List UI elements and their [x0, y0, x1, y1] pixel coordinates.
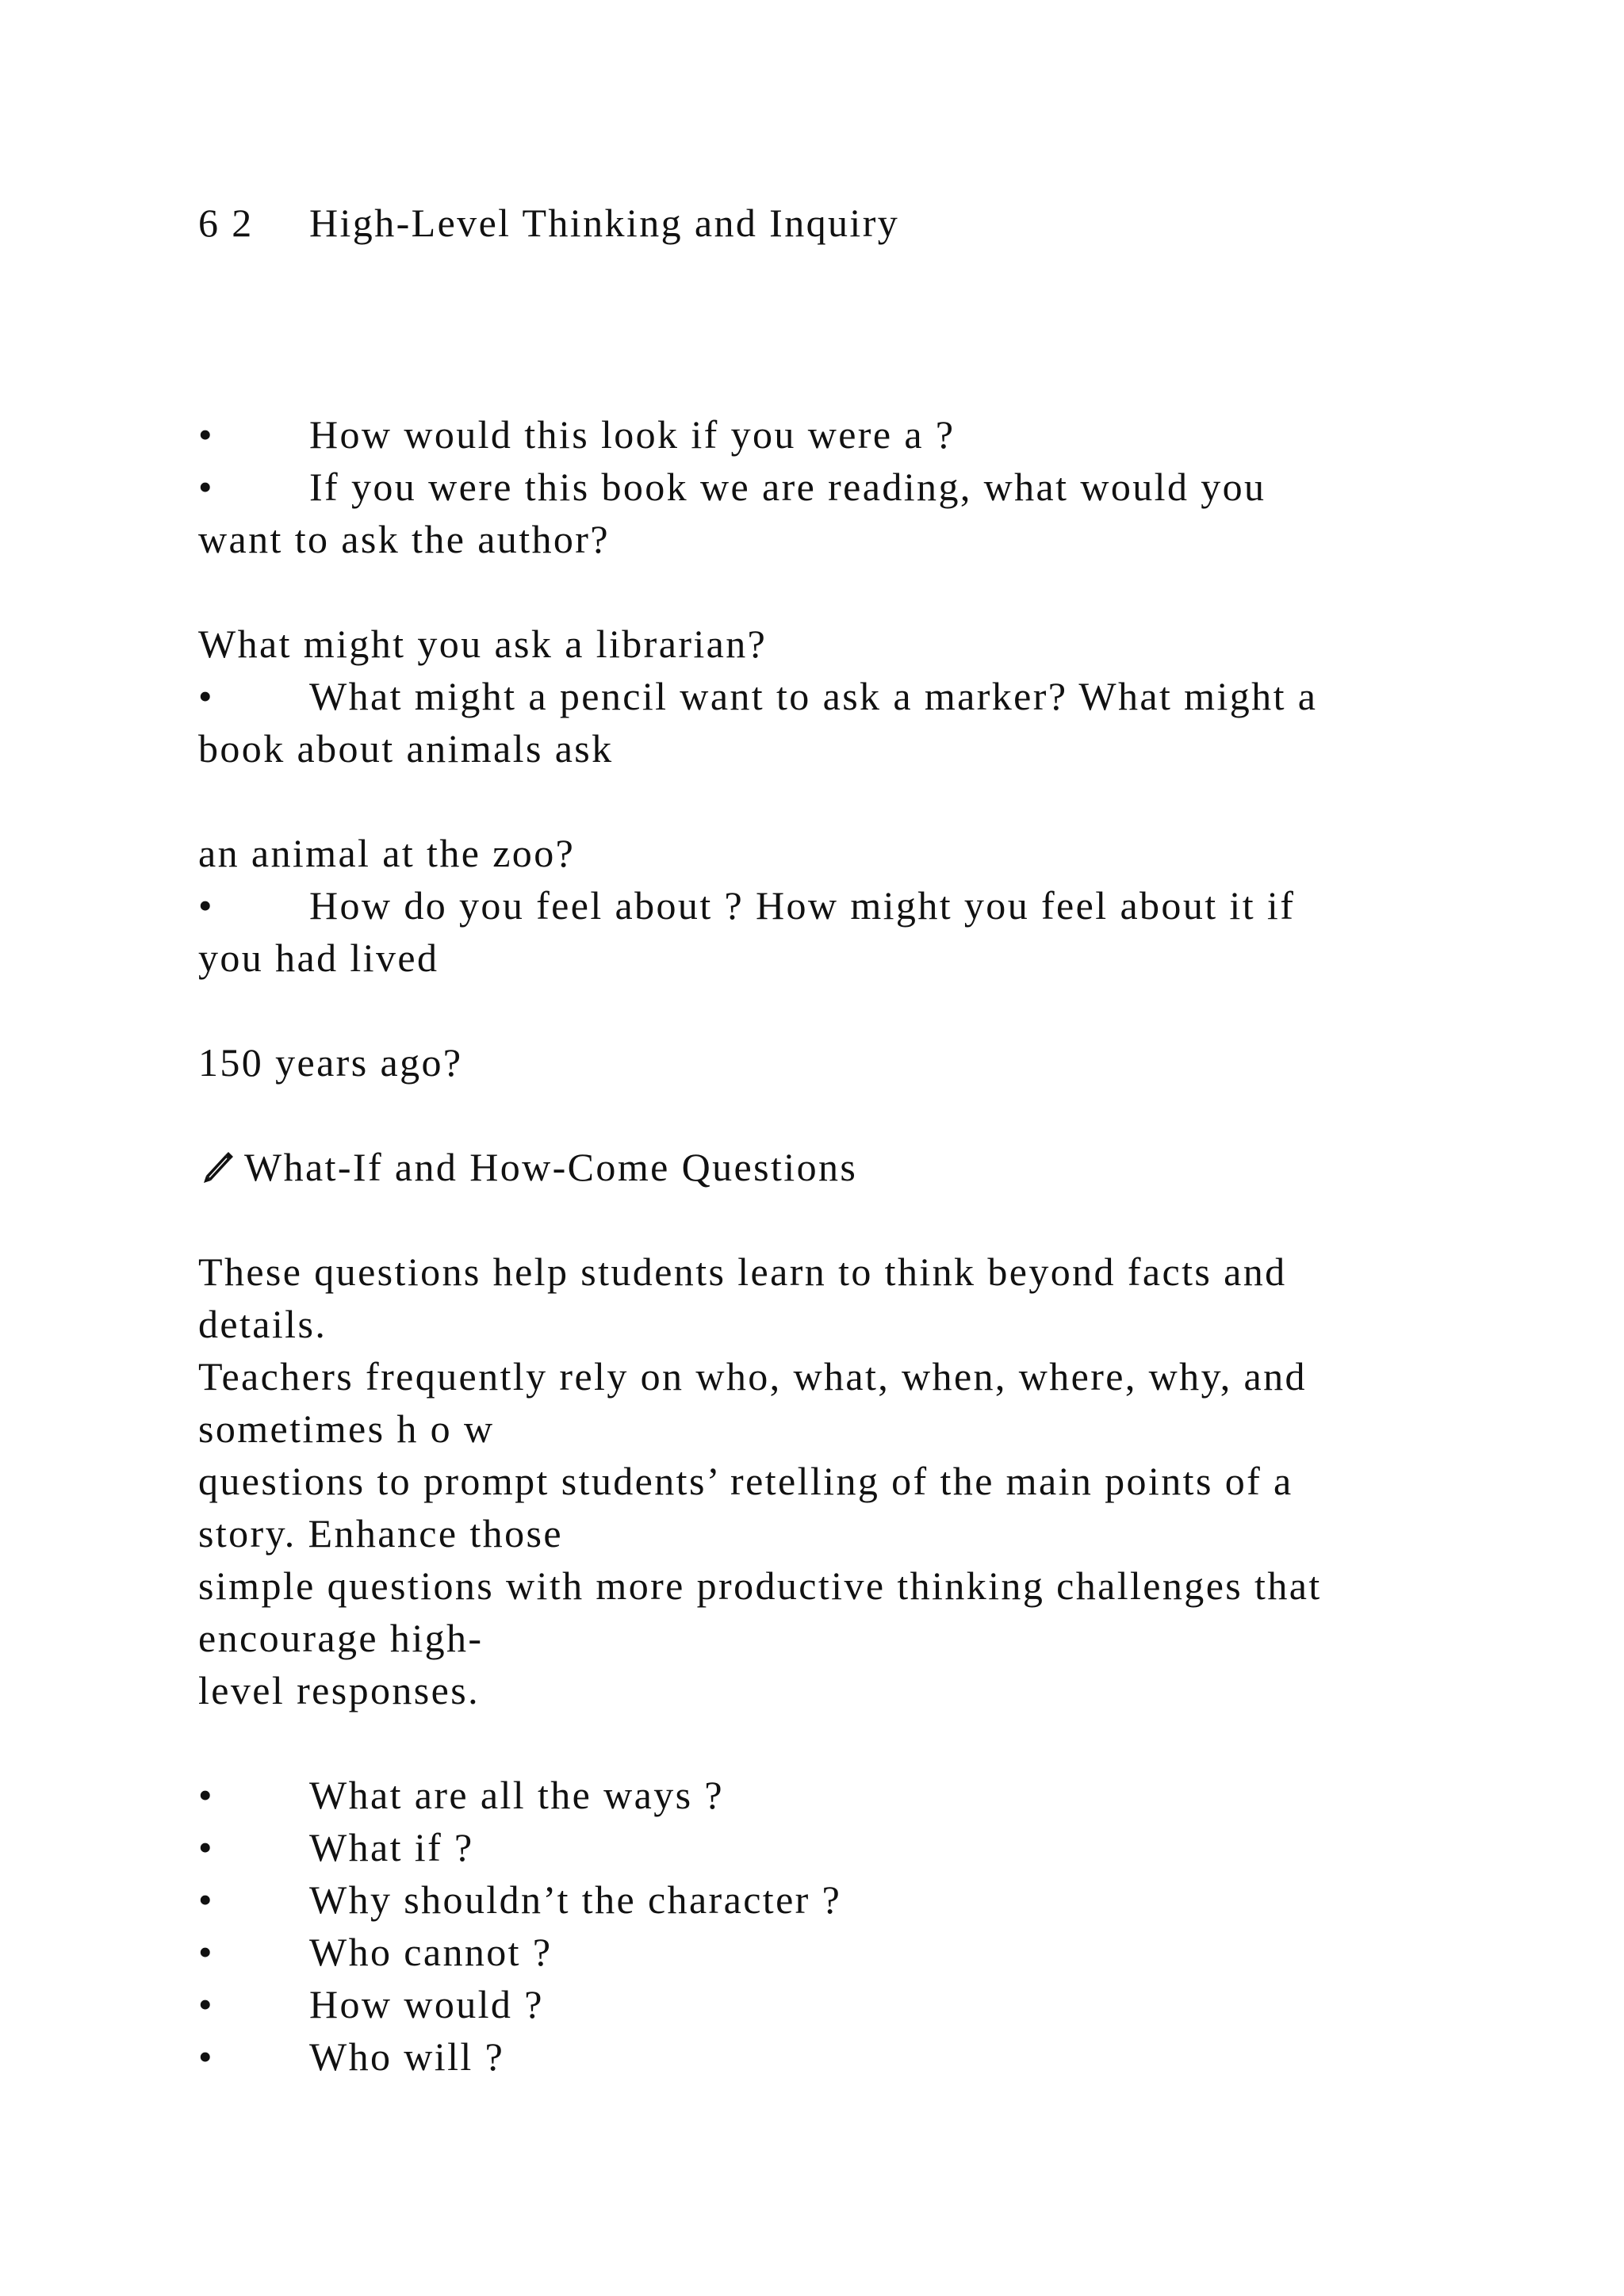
list-item-text: Who will ? [309, 2034, 505, 2079]
list-item [198, 1873, 841, 1926]
bullet: • [198, 465, 214, 509]
list-item-text: What if ? [309, 1825, 474, 1869]
text-line: 150 years ago? [198, 1040, 463, 1085]
bullet: • [198, 1773, 214, 1817]
list-item [198, 1821, 474, 1873]
bullet: • [198, 674, 214, 718]
list-item [198, 1769, 724, 1821]
list-item-text: How would this look if you were a ? [309, 412, 956, 457]
list-item [198, 1926, 552, 1978]
bullet: • [198, 1825, 214, 1869]
text-line: questions to prompt students’ retelling of the main points of a [198, 1459, 1293, 1503]
list-item-text: Who cannot ? [309, 1930, 553, 1974]
page-number: 6 2 [198, 201, 254, 245]
text-line: simple questions with more productive thinking challenges that [198, 1563, 1322, 1608]
bullet: • [198, 412, 214, 457]
list-item-text: How would ? [309, 1982, 544, 2026]
bullet: • [198, 2034, 214, 2079]
text-line: story. Enhance those [198, 1511, 563, 1556]
page-header [198, 197, 899, 249]
bullet: • [198, 1982, 214, 2026]
text-line: level responses. [198, 1668, 480, 1712]
list-item [198, 670, 1317, 722]
bullet: • [198, 883, 214, 928]
text-line: These questions help students learn to think beyond facts and [198, 1249, 1287, 1294]
text-line: What might you ask a librarian? [198, 622, 768, 666]
list-item-text: How do you feel about ? How might you feel about it if [309, 883, 1296, 928]
list-item-text: What might a pencil want to ask a marker? What might a [309, 674, 1318, 718]
text-line: an animal at the zoo? [198, 831, 576, 875]
bullet: • [198, 1877, 214, 1922]
text-line: sometimes h o w [198, 1406, 495, 1451]
list-item [198, 879, 1295, 932]
list-item-text: If you were this book we are reading, what would you [309, 465, 1266, 509]
text-line: encourage high- [198, 1616, 484, 1660]
chapter-title: High-Level Thinking and Inquiry [309, 201, 900, 245]
list-item-text: Why shouldn’t the character ? [309, 1877, 842, 1922]
text-line: details. [198, 1302, 327, 1346]
list-item [198, 461, 1266, 513]
text-line: Teachers frequently rely on who, what, when, where, why, and [198, 1354, 1307, 1399]
text-line: you had lived [198, 936, 439, 980]
section-title: What-If and How-Come Questions [244, 1145, 858, 1189]
section-heading [198, 1141, 857, 1193]
list-item [198, 1978, 544, 2030]
bullet: • [198, 1930, 214, 1974]
list-item-text: What are all the ways ? [309, 1773, 725, 1817]
list-item [198, 2030, 504, 2083]
list-item [198, 408, 955, 461]
pencil-icon [198, 1146, 238, 1185]
text-line: want to ask the author? [198, 517, 610, 561]
text-line: book about animals ask [198, 726, 614, 771]
